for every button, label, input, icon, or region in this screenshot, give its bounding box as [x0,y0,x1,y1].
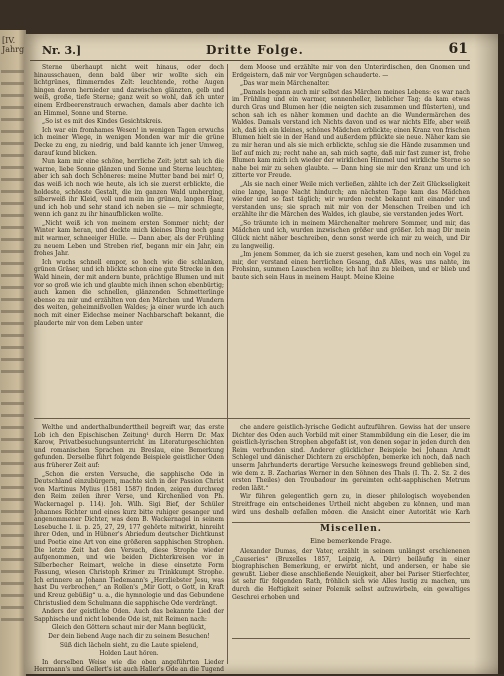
text-column-left-bottom [34,424,224,674]
page-header [30,38,470,61]
text-column-left-top [34,64,224,410]
paragraph: Nun kam mir eine schöne, herrliche Zeit: jetzt sah ich die warme, liebe Sonne glänzen und Sonne und Sterne leuchten; aber ich sah doch Schöneres: meine Mutter band bei mir! O, das weiß ich noch wie heute, als ich sie zuerst erblickte, die holdeste, schönste Gestalt, die im ganzen Wald umherging, silberweiß ihr Kleid, voll und mein im grünen, langen Haar, und ich hob und sehr stand ich neben sie — mir schmiegte, wenn ich ganz zu ihr hinaufblicken wollte. [34,158,224,219]
issue-label: Nr. 3.] [42,44,82,57]
paragraph: „So träumte ich in meinem Märchenalter mehrere Sommer, und mir, das Mädchen und ich, wurden inzwischen größer und größer. Ich mag Dir mein Glück nicht näher beschreiben, denn sonst werde ich mir zu weich, und Dir zu langweilig. [232,219,470,250]
paragraph: „Im jenem Sommer, da ich sie zuerst gesehen, kam und noch ein Vogel zu mir, der verstand einen herrlichen Gesang, daß Alles, was uns nahte, im Frohsinn, summen Lauschen wollte; ich hat ihn zu bleiben, und er blieb und baute sich sein Haus in meinem Haupt. Meine Kleine [232,251,470,282]
miscellen-divider-bottom [232,638,470,639]
paragraph: „Als sie nach einer Weile mich verließen, zählte ich der Zeit Glückseligkeit eine lange, lange Nacht hindurch; am nächsten Tage kam das Mädchen wieder und so fast täglich; wir wurden recht bekannt mit einander und verstanden uns; sie sprach mit mir von der Menschen Treiben und ich erzählte ihr die Märchen des Waldes, ich glaube, sie verstanden jedes Wort. [232,180,470,219]
paragraph: che andere geistlich-lyrische Gedicht aufzuführen. Gewiss hat der unsere Dichter des Oden auch Vorbild mit einer Stammbildung ein die Leser, die im geistlich-lyrischen Strophen abgefaßt ist, von denen sogar in jeden durch den Reim verbunden sind. Anderer glücklicher Beispiele bei Johann Arndt Schlegel und dänischer Dichtern zu erschöpfen, bemerke ich noch, daß nach unserm Jahrhunderts derartige Versuche keineswegs freund geblieben sind, wie dem z. B. Zacharias Werner in den Söhnen des Thals (I. Th. 2. Sz. 2 des ersten Theiles) den Troubadour im gereimten echt-sapphischen Metrum reden läßt.“ [232,424,470,492]
paragraph: Anders der geistliche Oden. Auch das bekannte Lied der Sapphische und nicht lobende Ode ist, mit Reimen nach: [34,608,224,623]
verse-line: Süß dich lächeln sieht, zu die Laute spielend, [59,641,199,649]
paragraph: Welthe und anderthalbunderttheil begreift war, das erste Lob ich den Epischischen Zeitung¹ durch Herrn Dr. Max Karow, Privatbesuchungsunterricht im Literaturgeschichten und romanischen Sprachen zu Breslau, eine Bemerkung gefunden. Derselbe führt folgende Beispiele geistlicher Oden aus früherer Zeit auf: [34,424,224,469]
page-curl-shadow [474,34,504,674]
paragraph: Sterne überhaupt nicht weit hinaus, oder doch hinausschauen, denn bald über wir wollte sich ein lichtgrünes, flimmerndes Zelt: leuchtende, rothe Augen hingen davon hernieder und dazwischen glänzten, gelb und weiß, große, tiefe Sterne; ganz weit so wohl, daß ich unter einem Erdbeerenstrauch erwachen, damals aber dachte ich an Himmel, Sonne und Sterne. [34,64,224,117]
verse-line: Gleich den Göttern schaut mir der Mann beglückt, [51,624,207,632]
book-page [24,34,498,674]
paragraph: Wir führen gelegentlich gern zu, in dieser philologisch woyebenden Streitfrage ein entscheidenes Urtheil nicht abgeben zu können, und man wird uns deshalb gefallen mögen, die Ansicht einer Autorität wie Karh [232,493,470,514]
paragraph: „Das war mein Märchenalter. [240,80,330,88]
paragraph: „Schon die ersten Versuche, die sapphische Ode in Deutschland einzubürgern, machte sich in der Passion Christ von Martinus Mylius (1581 1587) finden, zeigen durchweg den Reim zeilen ihrer Verse, und Kirchenlied von Ph. Wackernagel p. 114). Joh. Wilh. Sigi Bief, der Schüler Johannes Richter und eines kurz bitte ruhiger gesanger und angenommener Dichter, was dem B. Wackernagel in seinem Lesebuche I. ii. p. 25, 27, 29, 177 gehörte mitwirkt, hinreiht ihrer Oden, und in Hübner's Abriedum deutscher Dichtkunst und Poetie eine Art von eine größeren sapphischen Strophen. Die letzte Zeit hat den Versuch, diese Strophe wieder aufgenommen, und wie beiden Dichterkreisen vor in Silberbecher Reimart, welche in diese einsetzte Form Fassung, wiesen Christoph Krimer zu Trinkkumpt Strophe. Ich erinnere an Johann Tiedemann's „Herzliebster Jesu, was hast Du verbrochen,“ an Rollen's „Mir Gott, o Gott, in Kraft und Kreuz gebüßig“ u. a., die hymnologie und das Gebundene Christuslied dem Schulmann die sapphische Ode verdrängt. [34,470,224,607]
paragraph: Ich war ein fromhames Wesen! in wenigen Tagen erwuchs ich meiner Wiege, in wenigen Monden war mir die grüne Decke zu eng, zu niedrig, und bald kannte ich jener Umweg, darauf kund blicken. [34,126,224,157]
volume-fragment: [IV. Jahrg [2,36,25,54]
paragraph: Ich wuchs schnell empor, so hoch wie die schlanken, grünen Gräser, und ich blickte schon eine gute Strecke in den Wald hinein, der mit andern bunte, prächtige Blumen und mit vor so groß wie ich und glaubte mich ihnen schon ebenbürtig; auch kamen die schnellen, glänzenden Schmetterlinge ebenso zu mir und erzählten von den Märchen und Wundern des weiten, geheimnißvollen Waldes; ja einer wurde ich auch noch mit einer Eidechse meiner Nachbarschaft bekannt, die plauderte mir von dem Leben unter [34,258,224,327]
section-divider [34,418,470,419]
text-column-right-top [232,64,470,410]
paragraph: dem Moose und erzählte mir von den Unterirdischen, den Gnomen und Erdgeistern, daß mir vor Vergnügen schauderte. — [232,64,470,79]
verse-line: Holden Laut hören. [99,650,159,658]
miscellen-text [232,548,470,634]
verse-line: Der dein liebend Auge nach dir zu seinem Besuchen! [48,633,210,641]
miscellen-divider-top [232,522,470,523]
paragraph: Alexander Dumas, der Vater, erzählt in seinem unlängst erschienenen „Causeries“ (Bruxelles 1857, Leipzig, A. Dürr) beiläufig in einer biographischen Bemerkung, er erwirbt nicht, und andersen, er habe sie gewußt. Lieber diese anschließende Neuigkeit, aber bei Pariser Stierfechter, ist sehr für folgenden Rath, fröhlich sich wie Alles lustig zu machen, um durch die Heftigkeit seiner Polemik selbst aufzuwirbeln, ein gewaltiges Geschrei erhoben und [232,548,470,601]
paragraph: „Damals begann auch mir selbst das Märchen meines Lebens: es war nach im Frühling und ein warmer, sonnenheller, lieblicher Tag; da kam etwas durch Gras und Blumen her (die neigten sich zusammen und flüsterten), und schon sah ich es näher kommen und dachte an die Wundermärchen des Waldes. Damals verstand ich Nichts davon und es war nichts Elfe, aber weiß ich, daß ich ein kleines, schönes Mädchen erblickte; einen Kranz von frischen Blumen hielt sie in der Hand und außerdem pflückte sie neue. Näher kam sie zu mir heran und als sie mich erblickte, schlug sie die Hände zusammen und lief auf mich zu; recht nahe an, sah mich sagte, daß mir fast zumer ist, frohe Blumen kam mich ich wieder der wirklichen Himmel und wirkliche Sterne so nahe bei mir zu sehen glaubte. — Dann hing sie mir den Kranz um und ich zitterte vor Freude. [232,88,470,180]
adjacent-page-edge [0,30,26,676]
column-divider [227,64,228,664]
miscellen-subtitle: Eine bemerkende Frage. [310,537,392,545]
text-column-right-bottom [232,424,470,514]
miscellen-title: Miscellen. [320,524,382,534]
section-title: Dritte Folge. [206,43,304,57]
paragraph: „Nicht weiß ich von meinem ersten Sommer nicht; der Winter kam heran, und deckte mich kleines Ding noch ganz mit warmer, schneeiger Hülle. — Dann aber, als der Frühling zu neuem Leben und Streben rief, begann mir ein Jahr, ein frohes Jahr. [34,219,224,258]
paragraph: „So ist es mit des Kindes Gesichtskreis. [42,118,163,126]
page-number: 61 [448,41,468,57]
paragraph: In derselben Weise wie die oben angeführten Lieder Herrmann's und Gellert's ist auch Haller's Ode an die Tugend [34,658,224,674]
